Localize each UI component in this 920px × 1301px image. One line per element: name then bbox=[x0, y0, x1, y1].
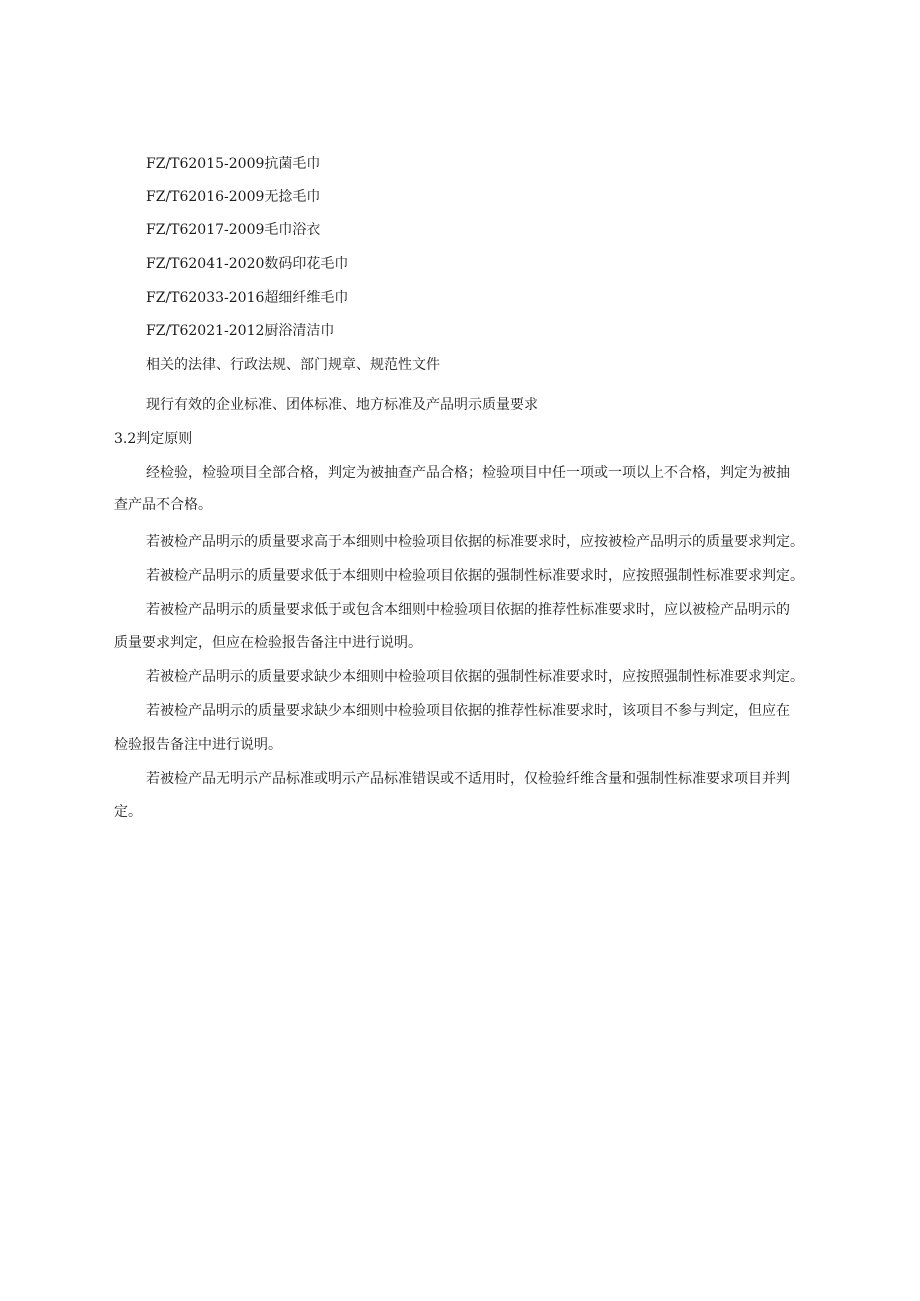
paragraph-line: 若被检产品明示的质量要求缺少本细则中检验项目依据的推荐性标准要求时，该项目不参与判定，但应在 bbox=[146, 703, 790, 719]
paragraph-line: 定。 bbox=[114, 804, 142, 820]
standard-item: FZ/T62041-2020数码印花毛巾 bbox=[146, 256, 349, 272]
standard-item: FZ/T62021-2012厨浴清洁巾 bbox=[146, 323, 335, 339]
paragraph-line: 若被检产品无明示产品标准或明示产品标准错误或不适用时，仅检验纤维含量和强制性标准要求项目并判 bbox=[146, 771, 790, 787]
standard-item: FZ/T62015-2009抗菌毛巾 bbox=[146, 156, 321, 172]
paragraph-line: 若被检产品明示的质量要求低于或包含本细则中检验项目依据的推荐性标准要求时，应以被检产品明示的 bbox=[146, 602, 790, 618]
paragraph-line: 质量要求判定，但应在检验报告备注中进行说明。 bbox=[114, 635, 422, 651]
paragraph-line: 若被检产品明示的质量要求低于本细则中检验项目依据的强制性标准要求时，应按照强制性标准要求判定。 bbox=[146, 568, 804, 584]
section-heading: 3.2判定原则 bbox=[114, 431, 193, 447]
paragraph-line: 若被检产品明示的质量要求高于本细则中检验项目依据的标准要求时，应按被检产品明示的质量要求判定。 bbox=[146, 534, 804, 550]
standard-item: FZ/T62017-2009毛巾浴衣 bbox=[146, 222, 321, 238]
reference-item: 相关的法律、行政法规、部门规章、规范性文件 bbox=[146, 357, 440, 373]
standard-item: FZ/T62033-2016超细纤维毛巾 bbox=[146, 290, 349, 306]
paragraph-line: 检验报告备注中进行说明。 bbox=[114, 737, 282, 753]
paragraph-line: 若被检产品明示的质量要求缺少本细则中检验项目依据的强制性标准要求时，应按照强制性标准要求判定。 bbox=[146, 669, 804, 685]
paragraph-line: 经检验，检验项目全部合格，判定为被抽查产品合格；检验项目中任一项或一项以上不合格，判定为被抽 bbox=[146, 465, 790, 481]
paragraph-line: 查产品不合格。 bbox=[114, 497, 212, 513]
reference-item: 现行有效的企业标准、团体标准、地方标准及产品明示质量要求 bbox=[146, 397, 538, 413]
standard-item: FZ/T62016-2009无捻毛巾 bbox=[146, 189, 321, 205]
